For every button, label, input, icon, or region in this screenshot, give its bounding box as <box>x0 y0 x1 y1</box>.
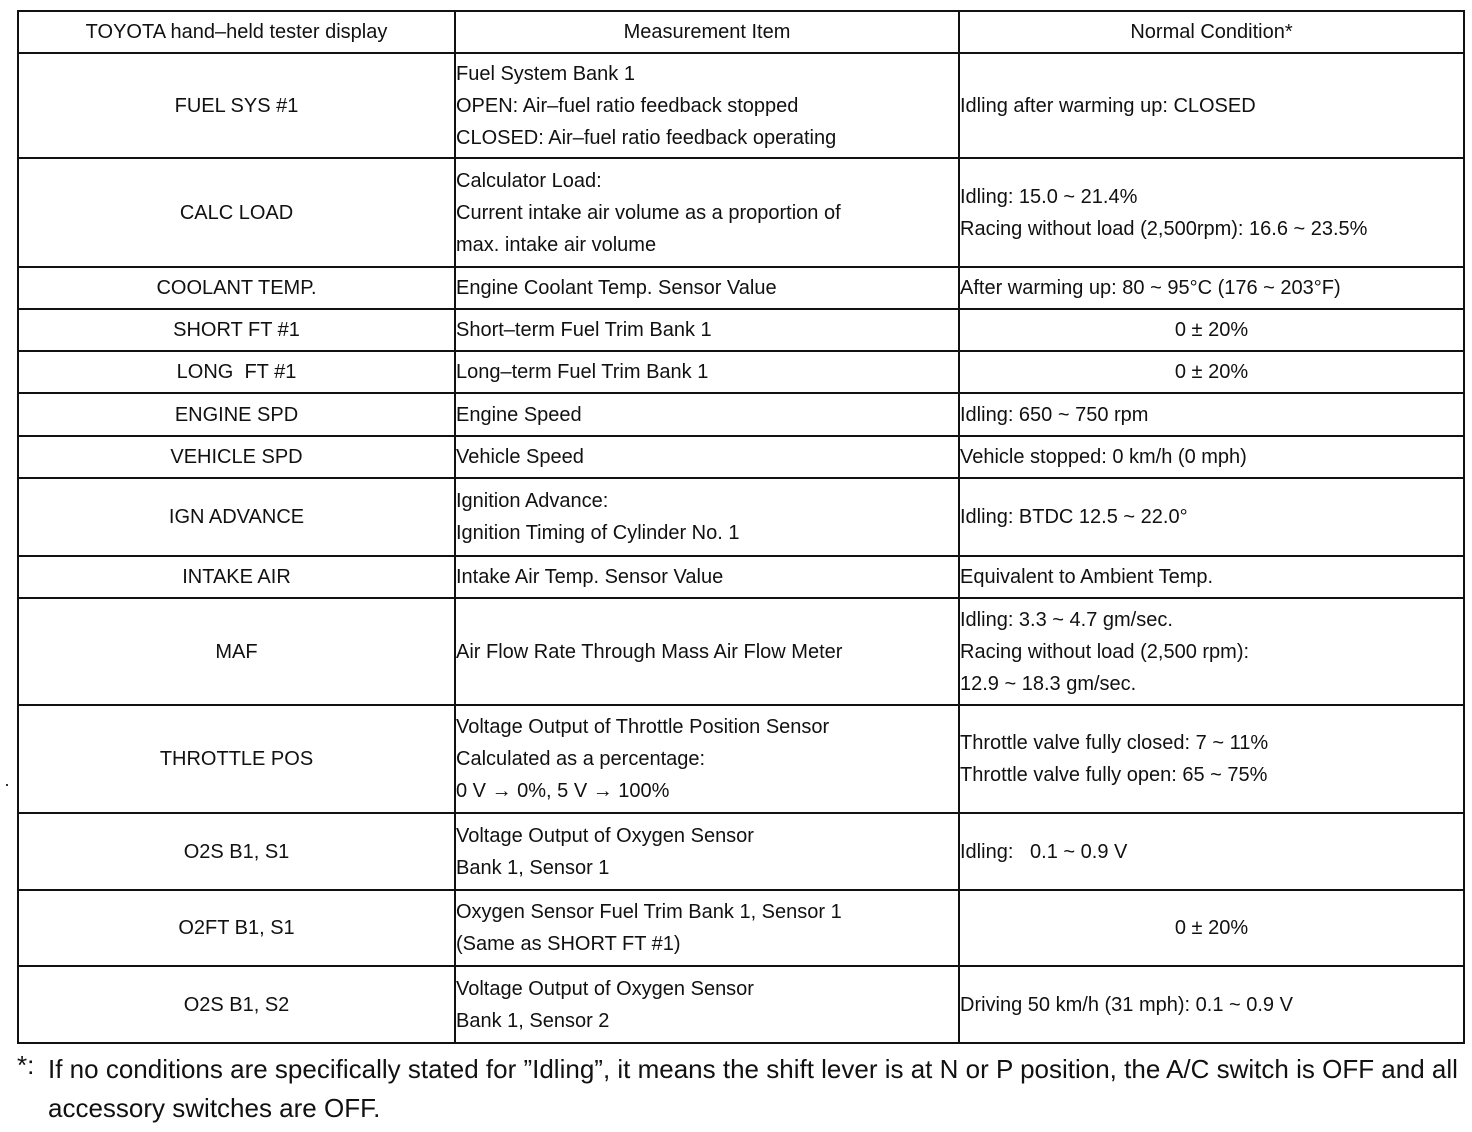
display-cell: MAF <box>18 598 455 705</box>
measurement-line: Bank 1, Sensor 1 <box>456 856 610 879</box>
header-display: TOYOTA hand–held tester display <box>18 11 455 53</box>
condition-cell <box>959 598 1464 705</box>
display-cell: COOLANT TEMP. <box>18 267 455 309</box>
condition-line: Idling: 15.0 ~ 21.4% <box>960 185 1138 208</box>
measurement-line: Oxygen Sensor Fuel Trim Bank 1, Sensor 1 <box>456 901 842 923</box>
table-row <box>18 393 1464 436</box>
measurement-cell <box>455 598 959 705</box>
measurement-cell <box>455 705 959 813</box>
condition-cell <box>959 393 1464 436</box>
condition-line: 0 ± 20% <box>1174 361 1249 383</box>
measurement-line: Long–term Fuel Trim Bank 1 <box>456 361 709 383</box>
table-row <box>18 966 1464 1043</box>
display-cell: IGN ADVANCE <box>18 478 455 556</box>
condition-cell <box>959 705 1464 813</box>
measurement-line: 0 V → 0%, 5 V → 100% <box>456 780 670 802</box>
measurement-line: OPEN: Air–fuel ratio feedback stopped <box>456 94 799 117</box>
data-list-sheet <box>17 10 1463 1044</box>
measurement-line: CLOSED: Air–fuel ratio feedback operating <box>456 126 837 149</box>
display-cell: SHORT FT #1 <box>18 309 455 351</box>
condition-line: 0 ± 20% <box>1174 319 1249 341</box>
measurement-cell <box>455 267 959 309</box>
condition-line: Idling: BTDC 12.5 ~ 22.0° <box>960 506 1188 528</box>
condition-line: 0 ± 20% <box>1174 917 1249 939</box>
measurement-line: Ignition Timing of Cylinder No. 1 <box>456 522 740 544</box>
display-cell: LONG FT #1 <box>18 351 455 393</box>
measurement-line: Engine Speed <box>456 403 582 426</box>
condition-cell <box>959 966 1464 1043</box>
table-row <box>18 158 1464 267</box>
measurement-cell <box>455 813 959 890</box>
condition-cell <box>959 267 1464 309</box>
measurement-cell <box>455 556 959 598</box>
measurement-cell <box>455 393 959 436</box>
display-cell: O2S B1, S2 <box>18 966 455 1043</box>
header-normal-condition: Normal Condition* <box>959 11 1464 53</box>
footnote <box>17 1050 1467 1128</box>
display-cell: INTAKE AIR <box>18 556 455 598</box>
table-body <box>18 53 1464 1043</box>
measurement-line: Calculator Load: <box>456 169 602 192</box>
condition-cell <box>959 309 1464 351</box>
table-header-row <box>18 11 1464 53</box>
condition-cell <box>959 813 1464 890</box>
measurement-line: Calculated as a percentage: <box>456 748 706 770</box>
footnote-text: If no conditions are specifically stated for ”Idling”, it means the shift lever is at N or P position, the A/C switch is OFF and all accessory switches are OFF. <box>48 1054 1458 1123</box>
measurement-line: Current intake air volume as a proportion of <box>456 201 841 224</box>
display-cell: THROTTLE POS <box>18 705 455 813</box>
table-row <box>18 267 1464 309</box>
condition-cell <box>959 556 1464 598</box>
table-row <box>18 556 1464 598</box>
condition-line: Idling after warming up: CLOSED <box>960 94 1256 117</box>
measurement-line: Intake Air Temp. Sensor Value <box>456 566 724 588</box>
measurement-line: Fuel System Bank 1 <box>456 62 635 85</box>
table-row <box>18 351 1464 393</box>
display-cell: FUEL SYS #1 <box>18 53 455 158</box>
measurement-line: (Same as SHORT FT #1) <box>456 933 681 955</box>
display-cell: VEHICLE SPD <box>18 436 455 478</box>
table-row <box>18 53 1464 158</box>
measurement-line: max. intake air volume <box>456 233 657 256</box>
table-row <box>18 813 1464 890</box>
measurement-line: Ignition Advance: <box>456 490 609 512</box>
table-row <box>18 598 1464 705</box>
condition-cell <box>959 158 1464 267</box>
condition-cell <box>959 53 1464 158</box>
condition-cell <box>959 478 1464 556</box>
display-cell: O2S B1, S1 <box>18 813 455 890</box>
measurement-cell <box>455 158 959 267</box>
measurement-cell <box>455 351 959 393</box>
measurement-line: Engine Coolant Temp. Sensor Value <box>456 277 777 299</box>
measurement-line: Voltage Output of Throttle Position Sensor <box>456 716 830 738</box>
condition-line: Driving 50 km/h (31 mph): 0.1 ~ 0.9 V <box>960 993 1293 1016</box>
header-measurement-item: Measurement Item <box>455 11 959 53</box>
measurement-line: Short–term Fuel Trim Bank 1 <box>456 319 712 341</box>
footnote-mark: *: <box>17 1050 35 1080</box>
table-row <box>18 705 1464 813</box>
condition-cell <box>959 351 1464 393</box>
condition-cell <box>959 436 1464 478</box>
table-row <box>18 478 1464 556</box>
measurement-cell <box>455 966 959 1043</box>
measurement-line: Bank 1, Sensor 2 <box>456 1009 610 1032</box>
measurement-cell <box>455 436 959 478</box>
display-cell: CALC LOAD <box>18 158 455 267</box>
condition-line: Racing without load (2,500 rpm): <box>960 640 1250 663</box>
scan-dot <box>6 784 8 786</box>
measurement-cell <box>455 53 959 158</box>
condition-line: Racing without load (2,500rpm): 16.6 ~ 23.5% <box>960 217 1368 240</box>
measurement-cell <box>455 890 959 966</box>
measurement-line: Air Flow Rate Through Mass Air Flow Meter <box>456 640 843 663</box>
condition-line: 12.9 ~ 18.3 gm/sec. <box>960 672 1137 695</box>
condition-line: Idling: 3.3 ~ 4.7 gm/sec. <box>960 608 1173 631</box>
display-cell: O2FT B1, S1 <box>18 890 455 966</box>
condition-line: Vehicle stopped: 0 km/h (0 mph) <box>960 446 1247 468</box>
measurement-cell <box>455 478 959 556</box>
condition-cell <box>959 890 1464 966</box>
data-list-table <box>17 10 1465 1044</box>
measurement-line: Voltage Output of Oxygen Sensor <box>456 824 754 847</box>
condition-line: Idling: 650 ~ 750 rpm <box>960 403 1149 426</box>
condition-line: Throttle valve fully open: 65 ~ 75% <box>960 764 1268 786</box>
table-row <box>18 890 1464 966</box>
condition-line: Idling: 0.1 ~ 0.9 V <box>960 840 1128 863</box>
condition-line: Throttle valve fully closed: 7 ~ 11% <box>960 732 1269 754</box>
measurement-line: Voltage Output of Oxygen Sensor <box>456 977 754 1000</box>
display-cell: ENGINE SPD <box>18 393 455 436</box>
measurement-line: Vehicle Speed <box>456 446 584 468</box>
measurement-cell <box>455 309 959 351</box>
condition-line: Equivalent to Ambient Temp. <box>960 566 1214 588</box>
table-row <box>18 436 1464 478</box>
table-row <box>18 309 1464 351</box>
condition-line: After warming up: 80 ~ 95°C (176 ~ 203°F) <box>960 277 1341 299</box>
